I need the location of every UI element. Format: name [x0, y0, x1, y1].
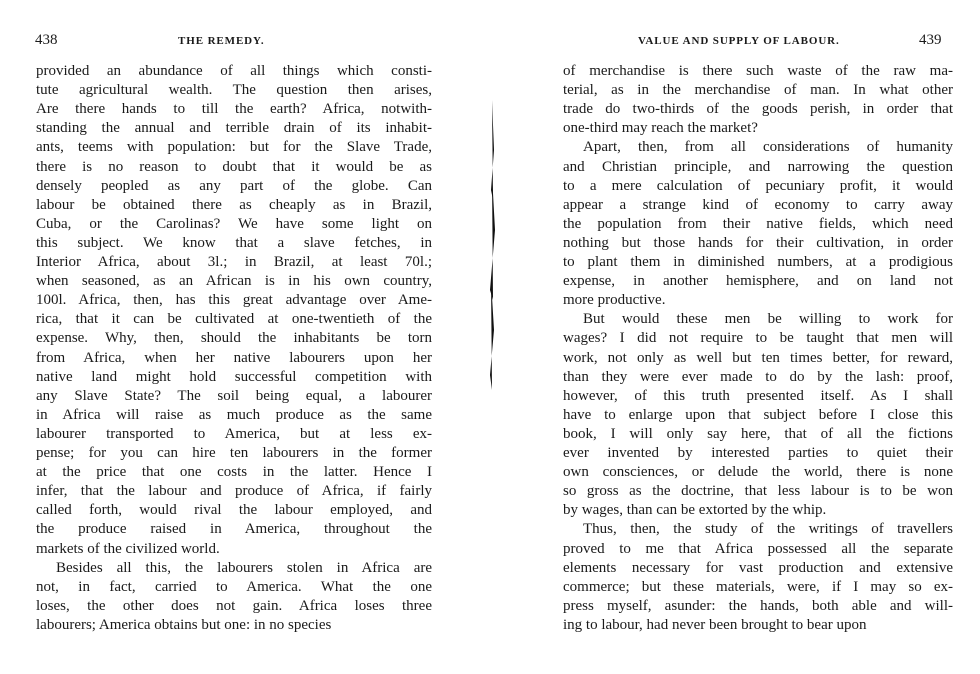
- gutter-shadow: [470, 0, 510, 674]
- text-line: provided an abundance of all things which consti-: [36, 63, 432, 79]
- text-line: when seasoned, as an African is in his own country,: [36, 273, 432, 290]
- text-line: book, I will only say here, that of all the fictions: [563, 425, 953, 442]
- text-line: elements necessary for vast production and extensive: [563, 559, 953, 576]
- text-line: tute agricultural wealth. The question then arises,: [36, 82, 432, 99]
- left-page: [0, 0, 470, 674]
- text-line: own consciences, or delude the world, there is none: [563, 464, 953, 481]
- page-number: 439: [919, 32, 942, 48]
- text-line: loses, the other does not gain. Africa loses three: [36, 597, 432, 614]
- right-page: [510, 0, 980, 674]
- text-line: by wages, than can be extorted by the whip.: [563, 502, 827, 519]
- text-line: standing the annual and terrible drain of its inhabit-: [36, 120, 432, 137]
- text-line: wages? I did not require to be taught that men will: [563, 330, 953, 347]
- text-line: to a mere calculation of pecuniary profit, it would: [563, 177, 953, 194]
- text-line: pense; for you can hire ten labourers in the former: [36, 445, 432, 461]
- text-line: Interior Africa, about 3l.; in Brazil, at least 70l.;: [36, 254, 432, 270]
- text-line: however, of this truth presented itself. As I shall: [563, 387, 953, 404]
- text-line: ever invented by interested parties to quiet their: [563, 445, 953, 461]
- text-line: rica, that it can be cultivated at one-twentieth of the: [36, 311, 432, 328]
- text-line: Are there hands to till the earth? Africa, notwith-: [36, 101, 432, 118]
- text-line: one-third may reach the market?: [563, 120, 758, 137]
- page-number: 438: [35, 32, 58, 48]
- text-line: proved to me that Africa possessed all the separate: [563, 540, 953, 557]
- text-line: so gross as the doctrine, that less labour is to be won: [563, 483, 953, 500]
- text-line: more productive.: [563, 292, 666, 309]
- running-head: VALUE AND SUPPLY OF LABOUR.: [638, 35, 840, 47]
- text-line: not, in fact, carried to America. What the one: [36, 578, 432, 595]
- text-line: appear a strange kind of economy to carry away: [563, 196, 953, 213]
- text-line: expense, in another hemisphere, and on land not: [563, 273, 953, 290]
- text-line: in Africa will raise as much produce as the same: [36, 406, 432, 423]
- text-line: markets of the civilized world.: [36, 540, 220, 557]
- text-line: press myself, asunder: the hands, both able and will-: [563, 597, 953, 614]
- text-line: work, not only as well but ten times better, for reward,: [563, 349, 953, 366]
- text-line: labour be obtained there as cheaply as in Brazil,: [36, 196, 432, 213]
- text-line: Besides all this, the labourers stolen in Africa are: [56, 559, 432, 576]
- text-line: nothing but those hands for their cultivation, in order: [563, 234, 953, 251]
- text-line: terial, as in the merchandise of man. In what other: [563, 82, 953, 99]
- text-line: than they were ever made to do by the lash: proof,: [563, 368, 953, 385]
- text-line: But would these men be willing to work for: [583, 311, 953, 328]
- text-line: infer, that the labour and produce of Africa, if fairly: [36, 483, 432, 500]
- text-line: Apart, then, from all considerations of humanity: [583, 139, 953, 156]
- text-line: Thus, then, the study of the writings of travellers: [583, 521, 953, 538]
- running-head: THE REMEDY.: [178, 35, 265, 47]
- text-line: native land might hold successful competition with: [36, 368, 432, 385]
- text-line: labourer transported to America, but at less ex-: [36, 425, 432, 442]
- text-line: from Africa, when her native labourers upon her: [36, 349, 432, 366]
- text-line: have to enlarge upon that subject before I close this: [563, 406, 953, 423]
- text-line: Cuba, or the Carolinas? We have some light on: [36, 215, 432, 232]
- text-line: at the price that one costs in the latter. Hence I: [36, 464, 432, 481]
- text-line: commerce; but these materials, were, if I may so ex-: [563, 578, 953, 595]
- text-line: trade do two-thirds of the goods perish, in order that: [563, 101, 953, 118]
- text-line: any Slave State? The soil being equal, a labourer: [36, 387, 432, 404]
- text-line: densely peopled as any part of the globe. Can: [36, 177, 432, 194]
- text-line: of merchandise is there such waste of the raw ma-: [563, 63, 953, 79]
- text-line: the produce raised in America, throughout the: [36, 521, 432, 538]
- text-line: and Christian principle, and narrowing the question: [563, 158, 953, 175]
- text-line: the population from their native fields, which need: [563, 215, 953, 232]
- text-line: ants, teems with population: but for the Slave Trade,: [36, 139, 432, 156]
- text-line: there is no reason to doubt that it would be as: [36, 158, 432, 175]
- text-line: labourers; America obtains but one: in no species: [36, 616, 332, 633]
- text-line: expense. Why, then, should the inhabitants be torn: [36, 330, 432, 347]
- gutter-mark: [490, 175, 495, 300]
- text-line: to plant them in diminished numbers, at a prodigious: [563, 254, 953, 270]
- text-line: 100l. Africa, then, has this great advantage over Ame-: [36, 292, 432, 309]
- text-line: called forth, would rival the labour employed, and: [36, 502, 432, 519]
- text-line: ing to labour, had never been brought to bear upon: [563, 616, 867, 633]
- text-line: this subject. We know that a slave fetches, in: [36, 234, 432, 251]
